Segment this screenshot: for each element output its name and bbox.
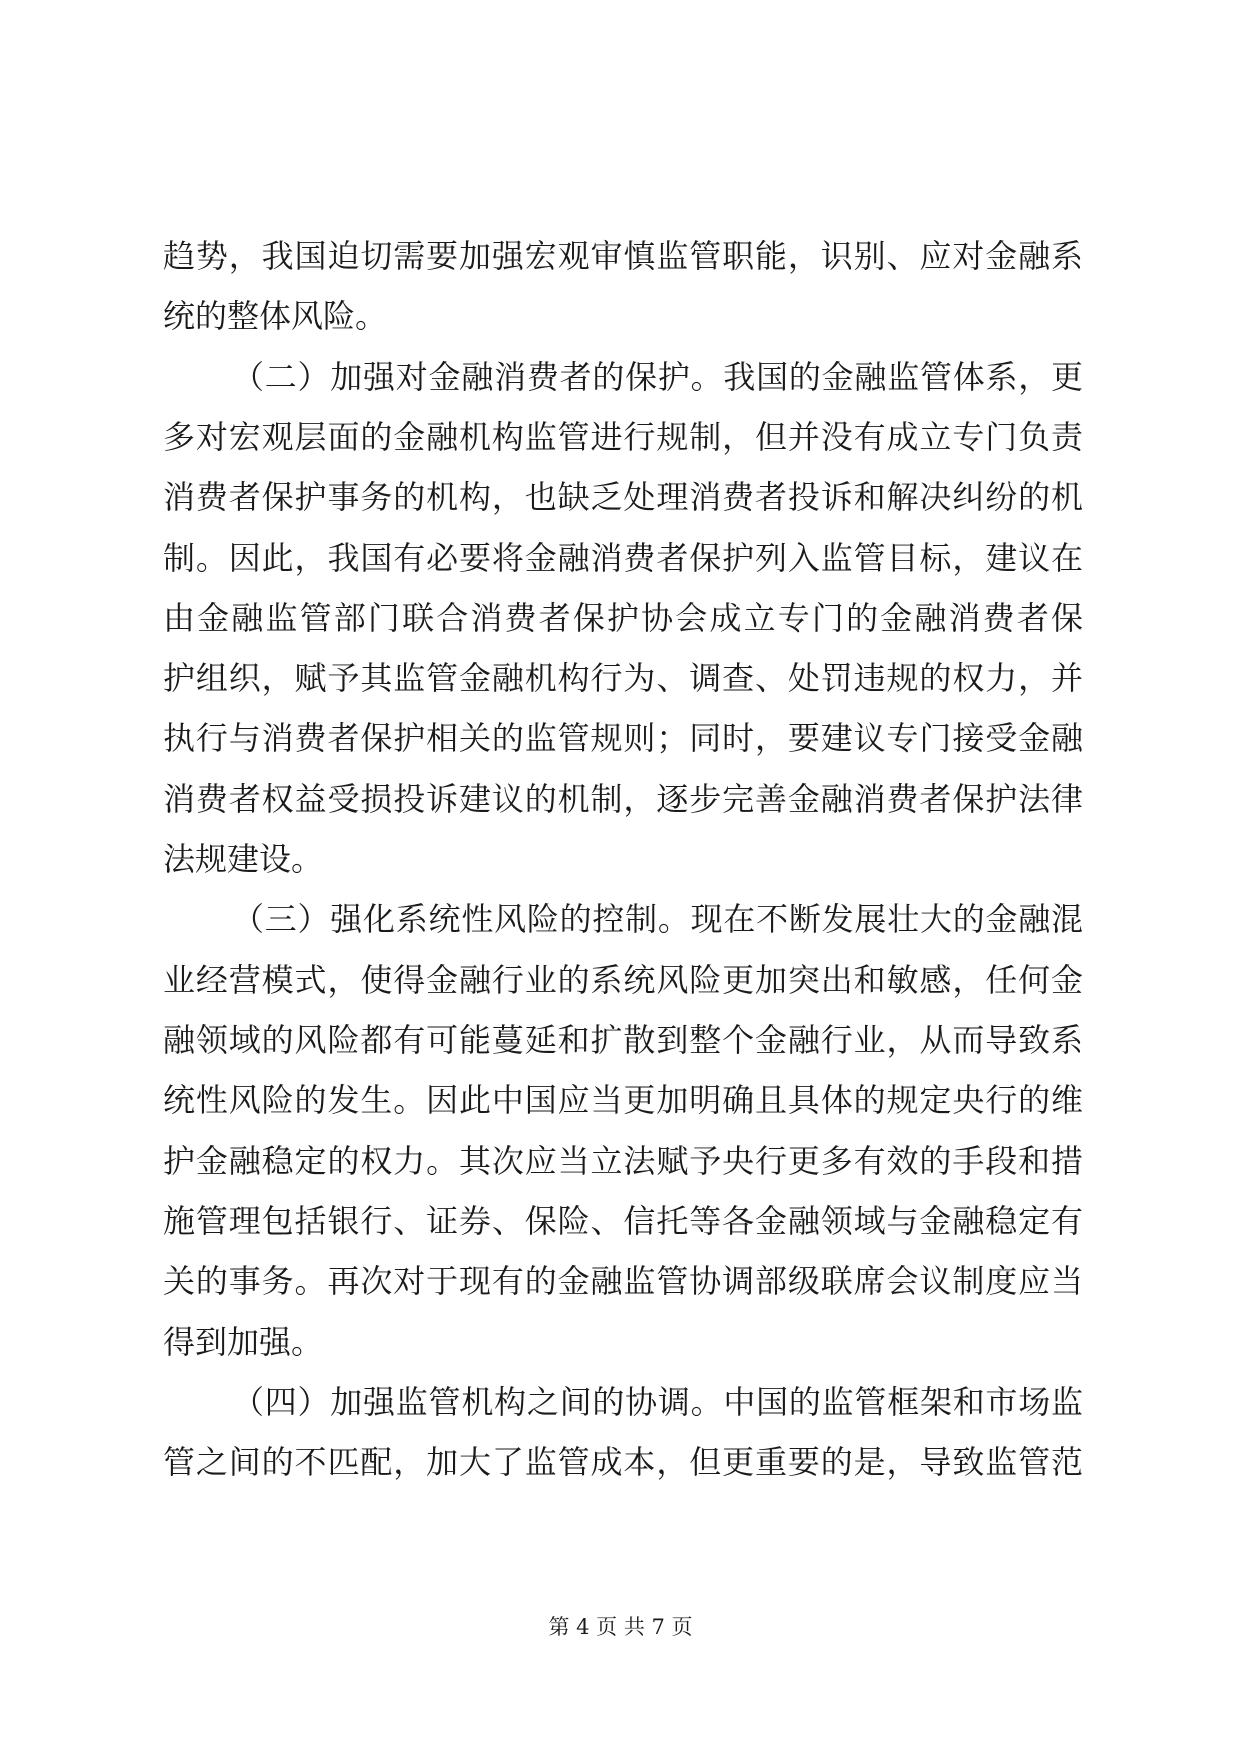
body-line-1: 趋势，我国迫切需要加强宏观审慎监管职能，识别、应对金融系 — [163, 237, 1083, 275]
body-line-15: 统性风险的发生。因此中国应当更加明确且具体的规定央行的维 — [163, 1081, 1083, 1119]
body-line-3: （二）加强对金融消费者的保护。我国的金融监管体系，更 — [232, 358, 1083, 396]
body-line-2: 统的整体风险。 — [163, 297, 388, 335]
body-line-16: 护金融稳定的权力。其次应当立法赋予央行更多有效的手段和措 — [163, 1142, 1083, 1180]
body-line-19: 得到加强。 — [163, 1323, 324, 1361]
body-line-6: 制。因此，我国有必要将金融消费者保护列入监管目标，建议在 — [163, 539, 1083, 577]
body-line-17: 施管理包括银行、证券、保险、信托等各金融领域与金融稳定有 — [163, 1202, 1083, 1240]
body-line-21: 管之间的不匹配，加大了监管成本，但更重要的是，导致监管范 — [163, 1443, 1083, 1481]
body-line-8: 护组织，赋予其监管金融机构行为、调查、处罚违规的权力，并 — [163, 659, 1083, 697]
body-line-11: 法规建设。 — [163, 840, 324, 878]
body-line-14: 融领域的风险都有可能蔓延和扩散到整个金融行业，从而导致系 — [163, 1021, 1083, 1059]
body-line-18: 关的事务。再次对于现有的金融监管协调部级联席会议制度应当 — [163, 1262, 1083, 1300]
body-line-7: 由金融监管部门联合消费者保护协会成立专门的金融消费者保 — [163, 599, 1083, 637]
body-line-9: 执行与消费者保护相关的监管规则；同时，要建议专门接受金融 — [163, 719, 1083, 757]
body-line-20: （四）加强监管机构之间的协调。中国的监管框架和市场监 — [232, 1383, 1083, 1421]
page-number-footer: 第 4 页 共 7 页 — [548, 1615, 693, 1639]
body-line-12: （三）强化系统性风险的控制。现在不断发展壮大的金融混 — [232, 900, 1083, 938]
body-line-5: 消费者保护事务的机构，也缺乏处理消费者投诉和解决纠纷的机 — [163, 478, 1083, 516]
body-line-4: 多对宏观层面的金融机构监管进行规制，但并没有成立专门负责 — [163, 418, 1083, 456]
body-line-10: 消费者权益受损投诉建议的机制，逐步完善金融消费者保护法律 — [163, 780, 1083, 818]
body-line-13: 业经营模式，使得金融行业的系统风险更加突出和敏感，任何金 — [163, 961, 1083, 999]
